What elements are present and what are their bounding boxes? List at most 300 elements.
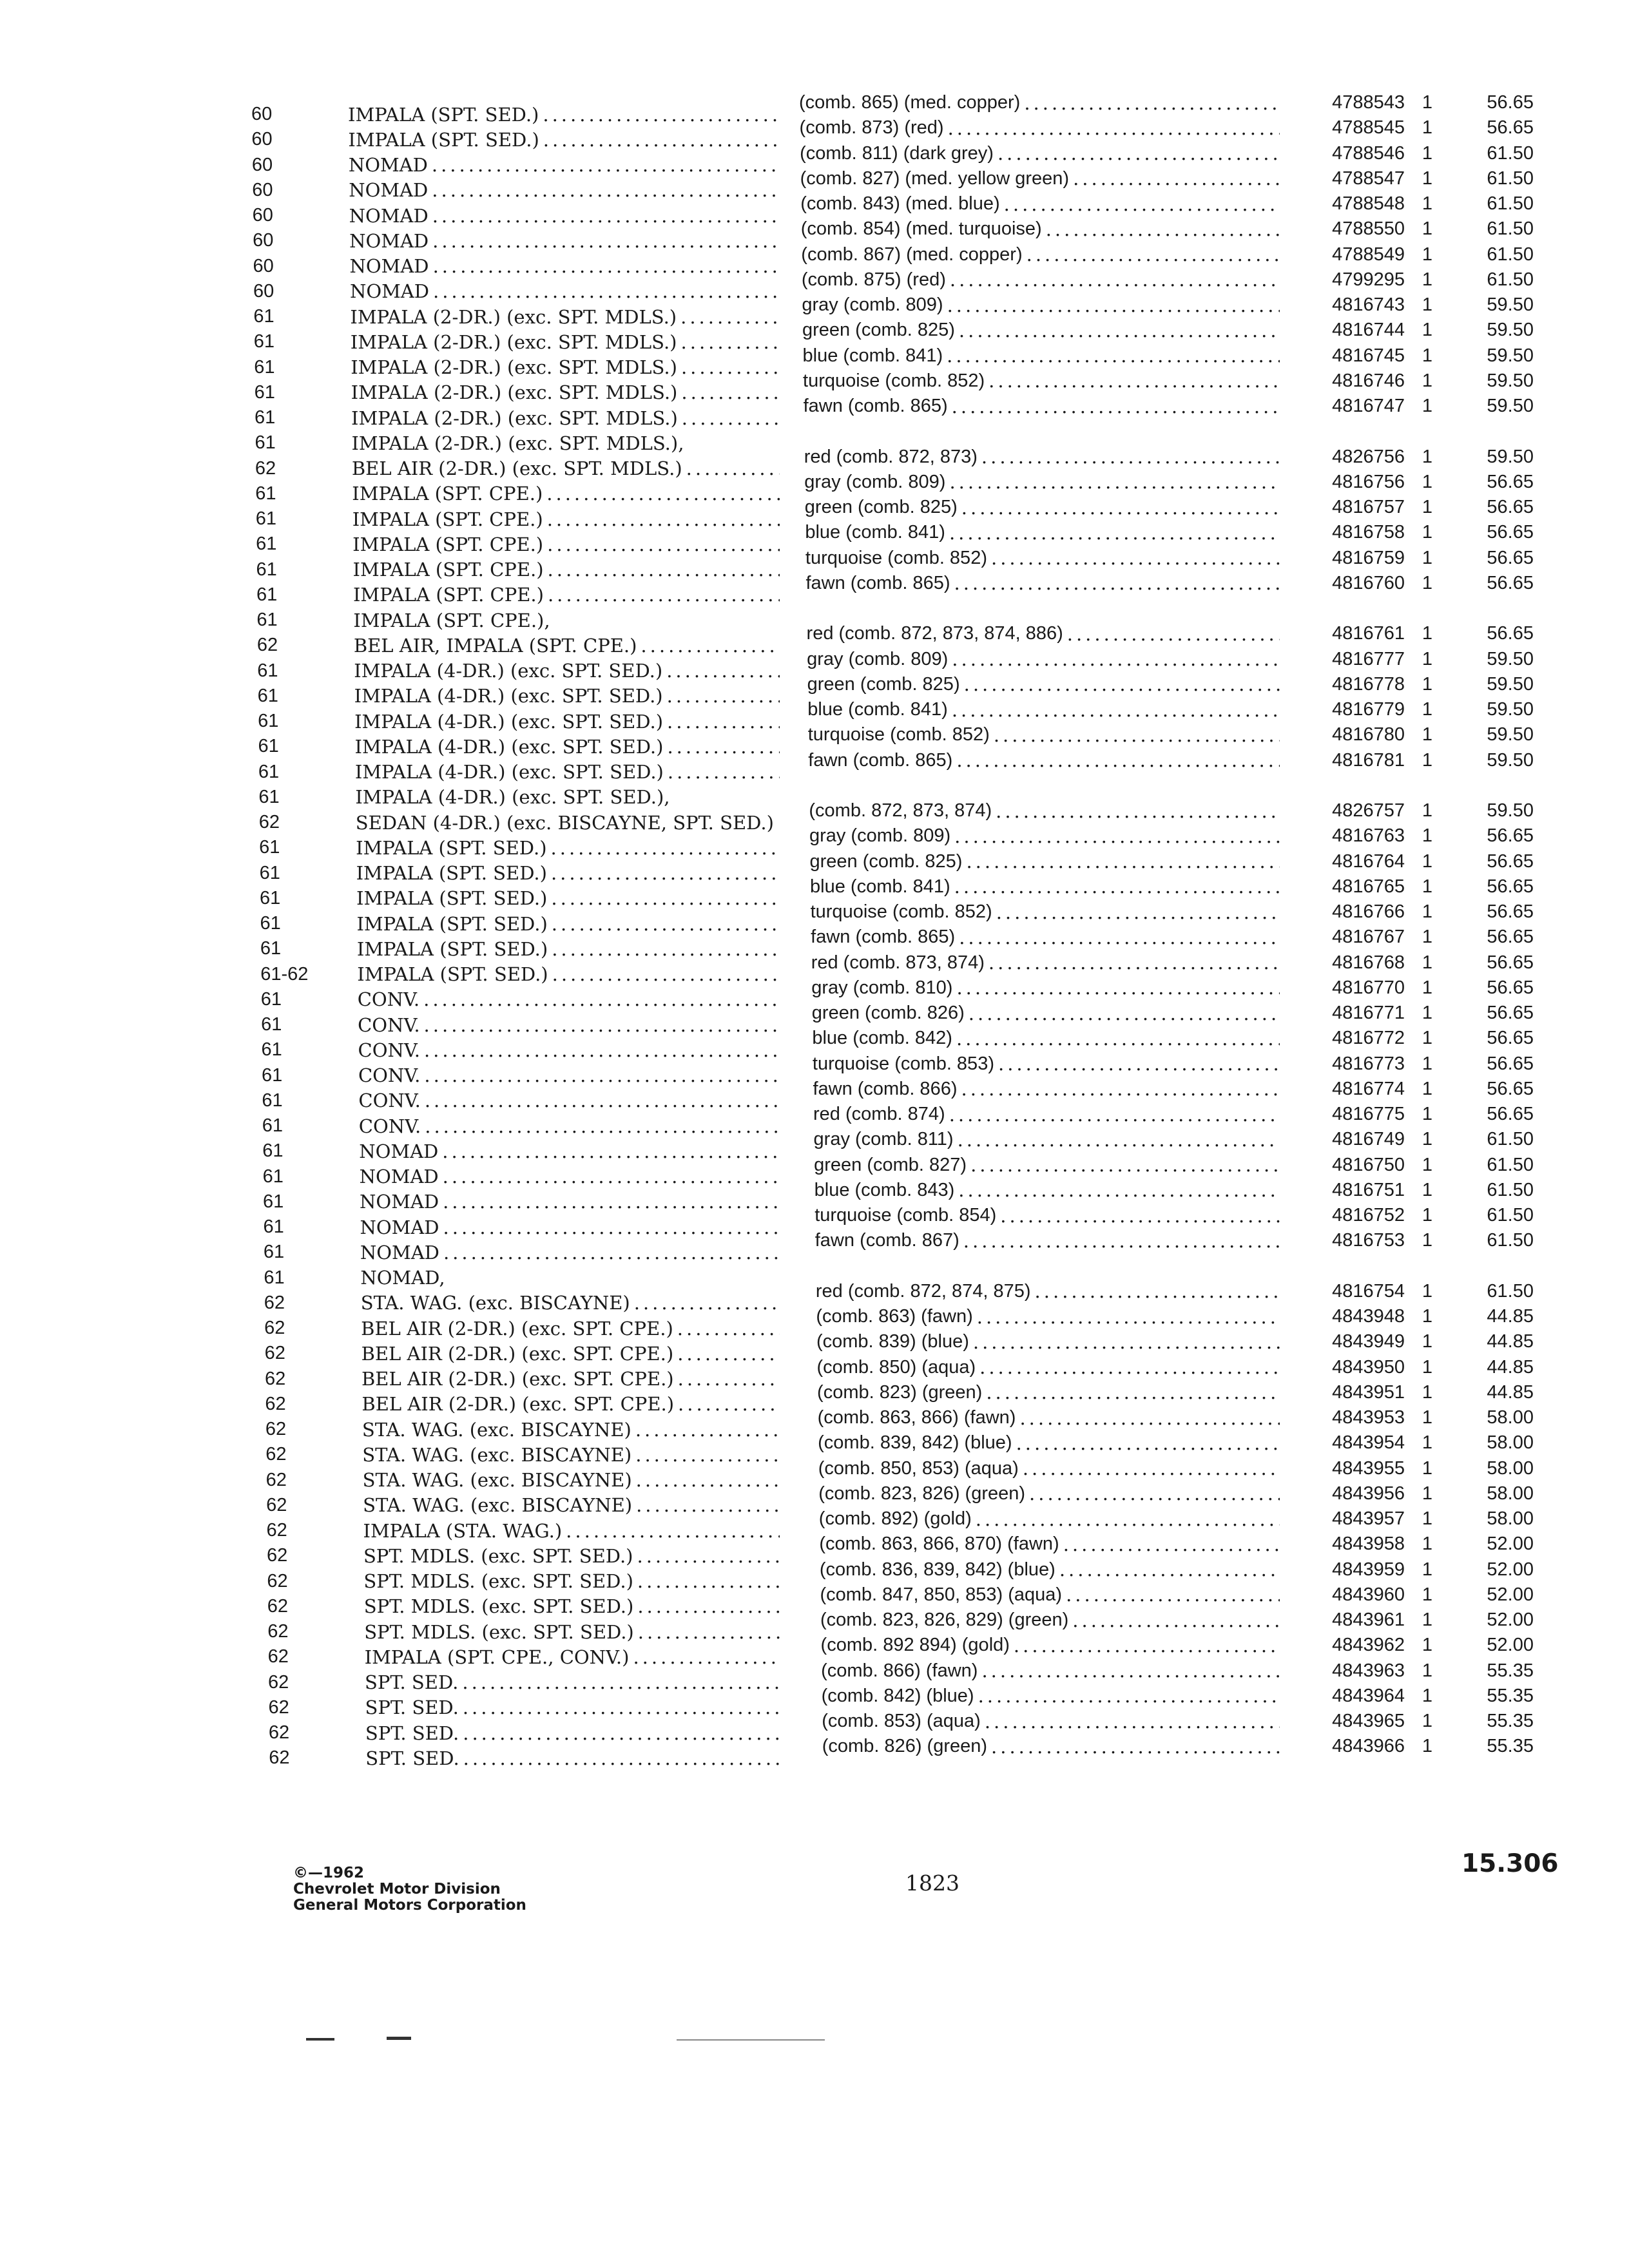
model-year: 61 bbox=[257, 685, 278, 706]
quantity: 1 bbox=[1422, 92, 1433, 113]
model-row bbox=[251, 127, 780, 152]
model-year: 61 bbox=[256, 584, 278, 605]
dot-leader bbox=[952, 396, 1280, 418]
model-year: 61 bbox=[255, 483, 276, 504]
model-name: BEL AIR, IMPALA (SPT. CPE.) bbox=[353, 634, 637, 657]
part-description: (comb. 875) (red) bbox=[801, 269, 946, 290]
model-row bbox=[251, 1265, 780, 1291]
quantity: 1 bbox=[1422, 977, 1433, 998]
model-year: 61 bbox=[260, 938, 282, 959]
part-number: 4816746 bbox=[1332, 370, 1405, 391]
dot-leader bbox=[636, 1494, 780, 1516]
model-row bbox=[251, 709, 780, 734]
dot-leader bbox=[961, 1078, 1280, 1100]
model-row bbox=[251, 1417, 780, 1442]
model-row bbox=[251, 1088, 780, 1113]
part-number: 4788547 bbox=[1332, 168, 1405, 189]
part-row bbox=[799, 369, 1534, 394]
model-year: 61 bbox=[262, 1115, 284, 1137]
dot-leader bbox=[954, 572, 1280, 594]
model-year: 62 bbox=[268, 1722, 290, 1744]
model-year: 60 bbox=[251, 129, 273, 150]
dot-leader bbox=[548, 559, 780, 581]
part-description: red (comb. 872, 873) bbox=[804, 446, 978, 467]
dot-leader bbox=[667, 685, 780, 707]
price: 61.50 bbox=[1487, 269, 1534, 290]
part-number: 4816744 bbox=[1332, 320, 1405, 341]
part-number: 4843949 bbox=[1332, 1331, 1405, 1352]
model-year: 61 bbox=[260, 887, 281, 908]
model-year: 60 bbox=[251, 154, 273, 175]
dot-leader bbox=[677, 1318, 780, 1340]
model-name: IMPALA (SPT. SED.) bbox=[356, 836, 547, 859]
part-description: gray (comb. 809) bbox=[807, 648, 949, 669]
dot-leader bbox=[636, 1469, 780, 1491]
part-row bbox=[799, 470, 1534, 495]
dot-leader bbox=[981, 446, 1280, 468]
price: 61.50 bbox=[1487, 142, 1534, 164]
part-number: 4788546 bbox=[1332, 142, 1405, 164]
model-row bbox=[251, 1468, 780, 1493]
dot-leader bbox=[956, 749, 1280, 771]
model-row bbox=[251, 304, 780, 329]
quantity: 1 bbox=[1422, 320, 1433, 341]
dot-leader bbox=[552, 913, 780, 935]
price: 61.50 bbox=[1487, 1280, 1534, 1302]
model-row bbox=[251, 532, 780, 557]
price: 55.35 bbox=[1487, 1660, 1534, 1681]
model-row bbox=[251, 936, 780, 961]
dot-leader bbox=[976, 1508, 1280, 1530]
part-description: (comb. 863, 866) (fawn) bbox=[817, 1407, 1016, 1428]
model-name: IMPALA (SPT. CPE.) bbox=[352, 559, 544, 581]
model-name: IMPALA (SPT. SED.) bbox=[357, 963, 548, 986]
model-row bbox=[251, 1037, 780, 1062]
part-description: (comb. 823) (green) bbox=[817, 1381, 983, 1403]
model-row bbox=[251, 1518, 780, 1543]
model-year: 61 bbox=[256, 610, 278, 631]
part-row bbox=[799, 697, 1534, 722]
quantity: 1 bbox=[1422, 825, 1433, 847]
part-number: 4816761 bbox=[1332, 623, 1405, 644]
part-number: 4816754 bbox=[1332, 1280, 1405, 1302]
part-number: 4816759 bbox=[1332, 547, 1405, 568]
part-number: 4816743 bbox=[1332, 294, 1405, 316]
part-number: 4816770 bbox=[1332, 977, 1405, 998]
model-row bbox=[251, 1493, 780, 1518]
model-row bbox=[251, 987, 780, 1012]
price: 59.50 bbox=[1487, 724, 1534, 745]
model-row bbox=[251, 1619, 780, 1644]
quantity: 1 bbox=[1422, 1610, 1433, 1631]
model-name: STA. WAG. (exc. BISCAYNE) bbox=[363, 1494, 633, 1517]
dot-leader bbox=[948, 117, 1280, 139]
dot-leader bbox=[547, 533, 780, 555]
model-year: 61 bbox=[255, 407, 276, 428]
part-row bbox=[799, 722, 1534, 747]
model-name: IMPALA (4-DR.) (exc. SPT. SED.) bbox=[354, 710, 664, 733]
price: 56.65 bbox=[1487, 1003, 1534, 1024]
part-row bbox=[799, 1506, 1534, 1532]
model-name: IMPALA (2-DR.) (exc. SPT. MDLS.) bbox=[350, 305, 677, 328]
part-description: turquoise (comb. 852) bbox=[810, 901, 992, 923]
model-name: CONV. bbox=[358, 1115, 421, 1137]
model-year: 61 bbox=[263, 1242, 285, 1263]
dot-leader bbox=[949, 522, 1280, 544]
model-name: STA. WAG. (exc. BISCAYNE) bbox=[361, 1418, 631, 1441]
model-year: 60 bbox=[253, 280, 275, 302]
model-row bbox=[251, 582, 780, 608]
model-year: 61 bbox=[258, 786, 280, 807]
model-year: 61 bbox=[258, 736, 279, 757]
part-row bbox=[799, 495, 1534, 520]
model-year: 60 bbox=[253, 255, 274, 276]
model-name: IMPALA (SPT. SED.) bbox=[356, 887, 548, 910]
model-name: NOMAD bbox=[360, 1191, 439, 1213]
part-row bbox=[799, 874, 1534, 899]
model-row bbox=[251, 1316, 780, 1341]
dot-leader bbox=[463, 1747, 780, 1769]
part-number: 4843956 bbox=[1332, 1483, 1405, 1504]
price: 56.65 bbox=[1487, 117, 1534, 139]
dot-leader bbox=[667, 711, 780, 733]
model-row bbox=[251, 228, 780, 253]
model-name: IMPALA (4-DR.) (exc. SPT. SED.) bbox=[354, 660, 663, 682]
model-year: 61 bbox=[255, 432, 276, 454]
model-year: 62 bbox=[256, 635, 278, 656]
part-row bbox=[799, 343, 1534, 369]
quantity: 1 bbox=[1422, 446, 1433, 467]
model-year: 61 bbox=[257, 660, 278, 681]
model-row bbox=[251, 1189, 780, 1215]
part-description: red (comb. 872, 873, 874, 886) bbox=[806, 623, 1063, 644]
part-number: 4843948 bbox=[1332, 1306, 1405, 1327]
model-name: BEL AIR (2-DR.) (exc. SPT. CPE.) bbox=[361, 1368, 674, 1390]
price: 59.50 bbox=[1487, 396, 1534, 417]
model-name: IMPALA (2-DR.) (exc. SPT. MDLS.) bbox=[350, 331, 677, 353]
price: 61.50 bbox=[1487, 193, 1534, 215]
model-year: 61 bbox=[253, 306, 275, 327]
dot-leader bbox=[678, 1368, 780, 1390]
part-number: 4816774 bbox=[1332, 1078, 1405, 1099]
model-row bbox=[251, 1745, 780, 1771]
dot-leader bbox=[979, 1356, 1280, 1378]
part-description: fawn (comb. 865) bbox=[811, 927, 956, 948]
part-row bbox=[799, 394, 1534, 419]
part-number: 4816781 bbox=[1332, 749, 1405, 771]
part-description: gray (comb. 810) bbox=[811, 977, 953, 998]
part-number: 4843951 bbox=[1332, 1381, 1405, 1403]
dot-leader bbox=[686, 457, 780, 479]
part-description: (comb. 863) (fawn) bbox=[816, 1306, 973, 1327]
quantity: 1 bbox=[1422, 218, 1433, 240]
part-row bbox=[799, 672, 1534, 697]
dot-leader bbox=[548, 584, 780, 606]
part-row bbox=[799, 318, 1534, 343]
model-year: 62 bbox=[265, 1393, 286, 1414]
quantity: 1 bbox=[1422, 168, 1433, 189]
model-name: NOMAD, bbox=[360, 1267, 445, 1289]
quantity: 1 bbox=[1422, 269, 1433, 290]
model-name: BEL AIR (2-DR.) (exc. SPT. MDLS.) bbox=[351, 457, 682, 480]
dot-leader bbox=[949, 471, 1280, 493]
part-row bbox=[799, 1329, 1534, 1354]
part-description: (comb. 843) (med. blue) bbox=[800, 193, 1000, 215]
part-row bbox=[799, 1279, 1534, 1304]
dot-leader bbox=[958, 1179, 1280, 1201]
part-description: (comb. 847, 850, 853) (aqua) bbox=[820, 1584, 1063, 1605]
dot-leader bbox=[958, 1129, 1280, 1151]
dot-leader bbox=[1059, 1559, 1280, 1581]
dot-leader bbox=[996, 800, 1280, 822]
model-name: IMPALA (SPT. SED.) bbox=[356, 937, 548, 960]
price: 52.00 bbox=[1487, 1559, 1534, 1580]
part-row bbox=[799, 621, 1534, 646]
model-row bbox=[251, 1063, 780, 1088]
price: 44.85 bbox=[1487, 1381, 1534, 1403]
quantity: 1 bbox=[1422, 117, 1433, 139]
part-description: (comb. 827) (med. yellow green) bbox=[800, 168, 1070, 189]
model-row bbox=[251, 1695, 780, 1720]
part-number: 4816766 bbox=[1332, 901, 1405, 923]
dot-leader bbox=[977, 1306, 1280, 1328]
quantity: 1 bbox=[1422, 648, 1433, 669]
quantity: 1 bbox=[1422, 1179, 1433, 1200]
dot-leader bbox=[1016, 1432, 1280, 1454]
dot-leader bbox=[947, 345, 1280, 367]
model-year: 61 bbox=[259, 837, 280, 858]
quantity: 1 bbox=[1422, 1205, 1433, 1226]
price: 44.85 bbox=[1487, 1306, 1534, 1327]
part-number: 4788549 bbox=[1332, 244, 1405, 265]
quantity: 1 bbox=[1422, 1230, 1433, 1251]
dot-leader bbox=[424, 1039, 780, 1061]
model-row bbox=[251, 658, 780, 684]
model-year: 62 bbox=[255, 457, 276, 479]
part-description: turquoise (comb. 854) bbox=[815, 1205, 997, 1226]
dot-leader bbox=[443, 1216, 780, 1238]
part-row bbox=[799, 141, 1534, 166]
part-number: 4816771 bbox=[1332, 1003, 1405, 1024]
price: 56.65 bbox=[1487, 1053, 1534, 1074]
part-row bbox=[799, 1355, 1534, 1380]
model-name: STA. WAG. (exc. BISCAYNE) bbox=[360, 1292, 630, 1314]
dot-leader bbox=[1067, 623, 1280, 645]
model-year: 62 bbox=[264, 1318, 285, 1339]
model-year: 62 bbox=[265, 1368, 286, 1389]
model-name: SPT. MDLS. (exc. SPT. SED.) bbox=[363, 1544, 633, 1567]
part-description: gray (comb. 809) bbox=[809, 825, 951, 847]
model-row bbox=[251, 886, 780, 911]
model-row bbox=[251, 355, 780, 380]
price: 56.65 bbox=[1487, 1104, 1534, 1125]
model-name: CONV. bbox=[358, 1090, 421, 1112]
part-row bbox=[799, 1102, 1534, 1127]
part-row bbox=[799, 950, 1534, 975]
model-year: 61 bbox=[254, 356, 275, 378]
model-year: 60 bbox=[252, 205, 273, 226]
part-number: 4843962 bbox=[1332, 1635, 1405, 1656]
part-number: 4816779 bbox=[1332, 699, 1405, 720]
part-description: fawn (comb. 865) bbox=[803, 396, 948, 417]
part-number: 4816753 bbox=[1332, 1230, 1405, 1251]
model-row bbox=[251, 1291, 780, 1316]
part-row bbox=[799, 748, 1534, 773]
model-row bbox=[251, 911, 780, 936]
model-row bbox=[251, 380, 780, 405]
dot-leader bbox=[986, 1381, 1280, 1403]
part-description: (comb. 892) (gold) bbox=[818, 1508, 972, 1530]
model-row bbox=[251, 835, 780, 860]
quantity: 1 bbox=[1422, 724, 1433, 745]
part-row bbox=[799, 1254, 1534, 1279]
dot-leader bbox=[969, 1003, 1280, 1024]
dot-leader bbox=[973, 1331, 1280, 1353]
model-row bbox=[251, 430, 780, 456]
dot-leader bbox=[966, 850, 1280, 872]
quantity: 1 bbox=[1422, 800, 1433, 822]
dot-leader bbox=[551, 862, 780, 884]
dot-leader bbox=[998, 1053, 1280, 1075]
model-row bbox=[251, 1392, 780, 1417]
dot-leader bbox=[551, 837, 780, 859]
model-year: 62 bbox=[268, 1671, 289, 1693]
part-row bbox=[799, 267, 1534, 293]
dot-leader bbox=[991, 1736, 1280, 1758]
quantity: 1 bbox=[1422, 876, 1433, 897]
quantity: 1 bbox=[1422, 1280, 1433, 1302]
model-name: IMPALA (STA. WAG.) bbox=[363, 1519, 563, 1542]
dot-leader bbox=[959, 927, 1280, 948]
model-year: 61 bbox=[263, 1191, 284, 1212]
part-description: (comb. 873) (red) bbox=[799, 117, 944, 139]
part-row bbox=[799, 925, 1534, 950]
part-description: green (comb. 825) bbox=[804, 497, 958, 518]
model-year: 61-62 bbox=[260, 963, 309, 985]
dot-leader bbox=[956, 1028, 1280, 1050]
part-row bbox=[799, 546, 1534, 571]
division-line: Chevrolet Motor Division bbox=[293, 1881, 501, 1898]
model-name: CONV. bbox=[357, 988, 420, 1011]
quantity: 1 bbox=[1422, 1381, 1433, 1403]
part-number: 4816749 bbox=[1332, 1129, 1405, 1150]
part-row bbox=[799, 90, 1534, 115]
dot-leader bbox=[546, 483, 780, 505]
model-row bbox=[251, 153, 780, 178]
model-year: 61 bbox=[255, 508, 276, 530]
model-name: IMPALA (2-DR.) (exc. SPT. MDLS.), bbox=[351, 432, 684, 454]
dot-leader bbox=[543, 104, 780, 126]
dot-leader bbox=[978, 1685, 1280, 1707]
quantity: 1 bbox=[1422, 1306, 1433, 1327]
part-row bbox=[799, 1077, 1534, 1102]
model-row bbox=[251, 1670, 780, 1695]
part-number: 4843961 bbox=[1332, 1610, 1405, 1631]
quantity: 1 bbox=[1422, 749, 1433, 771]
dot-leader bbox=[433, 255, 780, 277]
model-row bbox=[251, 254, 780, 279]
price: 55.35 bbox=[1487, 1685, 1534, 1706]
model-year: 62 bbox=[266, 1545, 288, 1566]
model-name: IMPALA (2-DR.) (exc. SPT. MDLS.) bbox=[351, 356, 677, 379]
dot-leader bbox=[425, 1115, 780, 1137]
model-name: SPT. MDLS. (exc. SPT. SED.) bbox=[363, 1595, 634, 1618]
model-row bbox=[251, 633, 780, 658]
dot-leader bbox=[988, 370, 1280, 392]
part-row bbox=[799, 647, 1534, 672]
price: 55.35 bbox=[1487, 1736, 1534, 1757]
part-description: (comb. 872, 873, 874) bbox=[809, 800, 992, 822]
dot-leader bbox=[1072, 1610, 1280, 1631]
model-name: STA. WAG. (exc. BISCAYNE) bbox=[362, 1469, 632, 1492]
model-name: CONV. bbox=[358, 1064, 421, 1087]
part-description: (comb. 867) (med. copper) bbox=[801, 244, 1023, 265]
dot-leader bbox=[964, 673, 1280, 695]
price: 59.50 bbox=[1487, 749, 1534, 771]
dot-leader bbox=[424, 1014, 780, 1036]
dot-leader bbox=[954, 825, 1280, 847]
dot-leader bbox=[443, 1166, 780, 1187]
part-row bbox=[799, 1633, 1534, 1658]
model-name: IMPALA (2-DR.) (exc. SPT. MDLS.) bbox=[351, 381, 678, 404]
quantity: 1 bbox=[1422, 927, 1433, 948]
dot-leader bbox=[543, 129, 780, 151]
price: 58.00 bbox=[1487, 1483, 1534, 1504]
part-number: 4816764 bbox=[1332, 850, 1405, 872]
model-name: STA. WAG. (exc. BISCAYNE) bbox=[362, 1443, 632, 1466]
dot-leader bbox=[566, 1520, 780, 1542]
dot-leader bbox=[681, 381, 780, 403]
price: 56.65 bbox=[1487, 1028, 1534, 1049]
model-row bbox=[251, 405, 780, 430]
price: 61.50 bbox=[1487, 168, 1534, 189]
quantity: 1 bbox=[1422, 193, 1433, 215]
quantity: 1 bbox=[1422, 901, 1433, 923]
model-name: NOMAD bbox=[349, 280, 429, 303]
section-number: 15.306 bbox=[1461, 1849, 1559, 1878]
model-row bbox=[251, 1215, 780, 1240]
dot-leader bbox=[1019, 1407, 1280, 1429]
model-year: 61 bbox=[258, 761, 280, 782]
model-year: 62 bbox=[258, 812, 280, 833]
model-row bbox=[251, 684, 780, 709]
page-number: 1823 bbox=[905, 1870, 959, 1896]
quantity: 1 bbox=[1422, 547, 1433, 568]
model-name: IMPALA (SPT. CPE.) bbox=[352, 533, 544, 555]
part-description: (comb. 866) (fawn) bbox=[821, 1660, 978, 1681]
part-row bbox=[799, 1228, 1534, 1253]
model-year: 61 bbox=[260, 988, 282, 1010]
dot-leader bbox=[952, 699, 1280, 721]
dot-leader bbox=[442, 1140, 780, 1162]
part-number: 4816768 bbox=[1332, 952, 1405, 973]
part-description: red (comb. 874) bbox=[813, 1104, 945, 1125]
model-row bbox=[251, 481, 780, 506]
model-row bbox=[251, 557, 780, 582]
dot-leader bbox=[462, 1671, 780, 1693]
model-row bbox=[251, 102, 780, 127]
price: 56.65 bbox=[1487, 1078, 1534, 1099]
part-description: (comb. 811) (dark grey) bbox=[800, 142, 994, 164]
part-description: fawn (comb. 865) bbox=[808, 749, 953, 771]
dot-leader bbox=[981, 1660, 1280, 1682]
model-name: CONV. bbox=[358, 1039, 420, 1061]
model-year: 62 bbox=[267, 1595, 289, 1617]
model-name: IMPALA (4-DR.) (exc. SPT. SED.), bbox=[355, 786, 670, 809]
dot-leader bbox=[637, 1570, 780, 1592]
model-name: NOMAD bbox=[349, 204, 429, 227]
part-number: 4816778 bbox=[1332, 673, 1405, 695]
